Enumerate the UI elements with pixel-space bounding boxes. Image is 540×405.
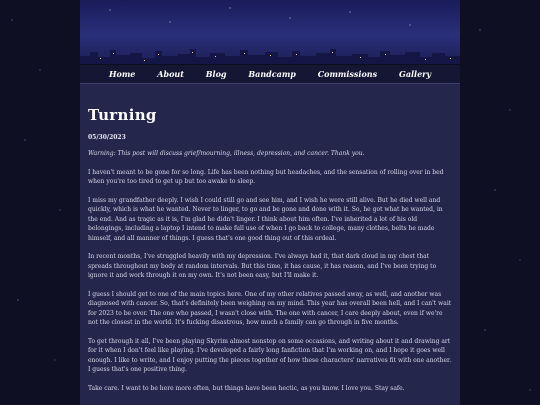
post-paragraph: In recent months, I've struggled heavily with my depression. I've always had it, that dark cloud in my chest that spreads throughout my body at random intervals. But this time, it has cause, it has reason, and I've been trying to ignore it and work through it on my own. It's not been easy, but I'll make it.: [88, 253, 437, 279]
post-date: 05/30/2023: [88, 134, 126, 141]
nav-home-link[interactable]: Home: [108, 69, 136, 79]
page-container: [80, 0, 460, 405]
nav-gallery-link[interactable]: Gallery: [399, 69, 432, 79]
nav-about-link[interactable]: About: [157, 69, 184, 79]
content-warning: Warning: This post will discuss grief/mourning, illness, depression, and cancer. Thank you.: [88, 150, 365, 157]
nav-commissions-link[interactable]: Commissions: [317, 69, 378, 79]
nav-blog-link[interactable]: Blog: [205, 69, 227, 79]
post-paragraph: I guess I should get to one of the main topics here. One of my other relatives passed away, as well, and another was diagnosed with cancer. So, that's definitely been weighing on my mind. This year has overall been hell, and I can't wait for 2023 to be over. The one who passed, I wasn't close with. The one with cancer, I care deeply about, even if we're not the closest in the world. It's fucking disastrous, how much a family can go through in five months.: [88, 290, 452, 326]
post-paragraph: I miss my grandfather deeply. I wish I could still go and see him, and I wish he were still alive. But he died well and quickly, which is what he wanted. Never to linger, to go and be gone and done with it. So, he got what he wanted, in the end. And as tragic as it is, I'm glad he didn't linger. I think about him often. I've inherited a lot of his old belongings, including a laptop I intend to make full use of when I go back to college, many clothes, belts he made himself, and all manner of things. I guess that's one good thing out of this ordeal.: [88, 196, 443, 242]
post-paragraph: To get through it all, I've been playing Skyrim almost nonstop on some occasions, and writing about it and drawing art for it when I don't feel like playing. I've developed a fairly long fanfiction that I'm working on, and I hope it goes well enough. I like to write, and I enjoy putting the pieces together of how these characters' narratives fit with one another. I guess that's one positive thing.: [88, 337, 452, 373]
nav-bandcamp-link[interactable]: Bandcamp: [248, 69, 296, 79]
post-title: Turning: [88, 106, 157, 124]
main-nav: [80, 64, 460, 84]
post-paragraph: Take care. I want to be here more often, but things have been hectic, as you know. I love you. Stay safe.: [88, 384, 405, 392]
header-banner: [80, 0, 460, 64]
city-skyline-image: [80, 44, 460, 64]
post-paragraph: I haven't meant to be gone for so long. Life has been nothing but headaches, and the sensation of rolling over in bed when you're too tired to get up but too awake to sleep.: [88, 168, 444, 185]
blog-post: [80, 84, 460, 393]
